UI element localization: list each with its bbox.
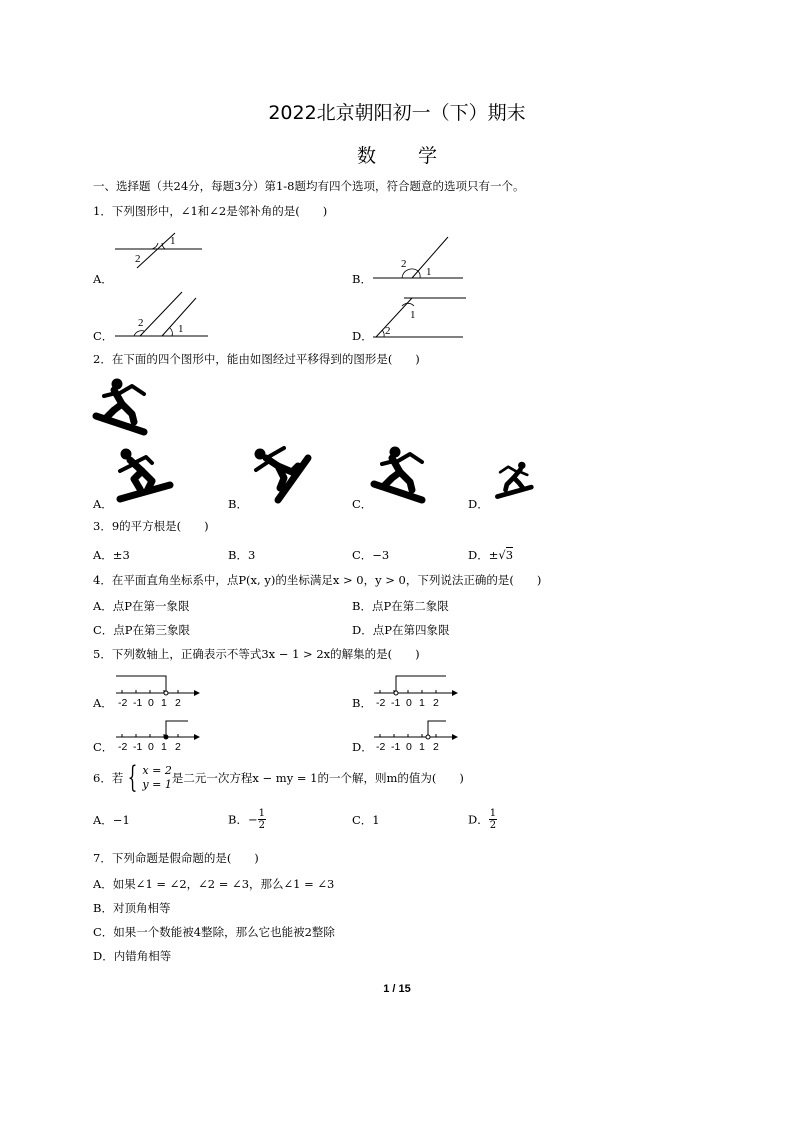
q1a-angle2: 2 bbox=[135, 253, 141, 265]
q4-option-a[interactable]: A．点P在第一象限 bbox=[93, 599, 190, 613]
q6-option-b[interactable] bbox=[228, 808, 266, 831]
q3-option-b[interactable]: B．3 bbox=[228, 548, 256, 562]
q6-option-d-den: 2 bbox=[489, 820, 497, 831]
q7-option-a[interactable]: A．如果∠1 = ∠2，∠2 = ∠3，那么∠1 = ∠3 bbox=[93, 877, 335, 891]
q1b-angle2: 2 bbox=[401, 258, 407, 270]
brace-icon: { bbox=[128, 760, 138, 795]
q3-option-a[interactable]: A．±3 bbox=[93, 548, 130, 562]
tick-a-0: -2 bbox=[118, 697, 128, 709]
q4-option-d[interactable]: D．点P在第四象限 bbox=[352, 623, 450, 637]
q6-eq1: x = 2 bbox=[142, 764, 172, 777]
q1-figure-c bbox=[110, 290, 210, 340]
q6-prefix: 6．若 bbox=[93, 771, 124, 785]
tick-a-1: -1 bbox=[133, 697, 143, 709]
q3-option-d-prefix: D．± bbox=[468, 548, 499, 562]
q6-option-d-prefix: D． bbox=[468, 812, 489, 827]
snowboarder-option-a-icon bbox=[112, 447, 174, 505]
q5-option-a-label[interactable]: A． bbox=[93, 696, 113, 710]
number-line-d bbox=[372, 716, 462, 752]
page-title: 2022北京朝阳初一（下）期末 bbox=[268, 102, 526, 124]
q1-option-b-label[interactable]: B． bbox=[352, 272, 372, 286]
number-line-c bbox=[114, 716, 204, 752]
q3-option-d-radicand: 3 bbox=[505, 548, 514, 562]
q6-option-b-fraction bbox=[258, 808, 266, 831]
q5-stem: 5．下列数轴上，正确表示不等式3x − 1 > 2x的解集的是( ) bbox=[93, 647, 420, 661]
q7-option-b[interactable]: B．对顶角相等 bbox=[93, 901, 171, 915]
q2-option-d-label[interactable]: D． bbox=[468, 497, 489, 511]
subject-title: 数 学 bbox=[356, 145, 456, 167]
q1-figure-d bbox=[368, 292, 468, 340]
q1-stem: 1．下列图形中，∠1和∠2是邻补角的是( ) bbox=[93, 204, 328, 218]
tick-b-4: 2 bbox=[433, 697, 439, 709]
snowboarder-original-icon bbox=[92, 376, 154, 438]
q2-option-b-label[interactable]: B． bbox=[228, 497, 248, 511]
q1d-angle2: 2 bbox=[385, 325, 391, 337]
q5-option-b-label[interactable]: B． bbox=[352, 696, 372, 710]
snowboarder-option-b-icon bbox=[248, 444, 314, 506]
tick-d-1: -1 bbox=[391, 741, 401, 753]
page-number: 1 / 15 bbox=[383, 983, 411, 995]
q7-stem: 7．下列命题是假命题的是( ) bbox=[93, 851, 259, 865]
tick-c-4: 2 bbox=[175, 741, 181, 753]
q1-option-a-label[interactable]: A． bbox=[93, 272, 113, 286]
q6-option-b-num: 1 bbox=[258, 808, 265, 819]
tick-c-0: -2 bbox=[118, 741, 128, 753]
q6-option-c[interactable]: C．1 bbox=[352, 813, 380, 827]
q6-option-d[interactable] bbox=[468, 808, 497, 831]
q1b-angle1: 1 bbox=[426, 266, 432, 278]
q1-option-d-label[interactable]: D． bbox=[352, 329, 373, 343]
tick-a-2: 0 bbox=[148, 697, 154, 709]
snowboarder-option-d-icon bbox=[492, 460, 534, 502]
q4-option-c[interactable]: C．点P在第三象限 bbox=[93, 623, 191, 637]
q6-option-a[interactable]: A．−1 bbox=[93, 813, 130, 827]
tick-c-3: 1 bbox=[161, 741, 167, 753]
tick-a-4: 2 bbox=[175, 697, 181, 709]
q1-figure-a bbox=[110, 230, 210, 270]
q1-option-c-label[interactable]: C． bbox=[93, 329, 114, 343]
q6-system bbox=[142, 764, 171, 792]
q2-option-c-label[interactable]: C． bbox=[352, 497, 373, 511]
q7-option-d[interactable]: D．内错角相等 bbox=[93, 949, 172, 963]
q3-stem: 3．9的平方根是( ) bbox=[93, 519, 209, 533]
tick-c-2: 0 bbox=[148, 741, 154, 753]
q6-stem bbox=[93, 760, 464, 795]
number-line-b bbox=[372, 672, 462, 708]
number-line-a bbox=[114, 672, 204, 708]
q1-figure-b bbox=[368, 233, 468, 281]
tick-d-0: -2 bbox=[376, 741, 386, 753]
q7-option-c[interactable]: C．如果一个数能被4整除，那么它也能被2整除 bbox=[93, 925, 335, 939]
q6-option-b-prefix: B．− bbox=[228, 812, 258, 827]
q2-option-a-label[interactable]: A． bbox=[93, 497, 113, 511]
q1c-angle1: 1 bbox=[178, 323, 184, 335]
section-intro: 一、选择题（共24分，每题3分）第1-8题均有四个选项，符合题意的选项只有一个。 bbox=[93, 179, 525, 193]
q1d-angle1: 1 bbox=[410, 309, 416, 321]
q1a-angle1: 1 bbox=[170, 235, 176, 247]
tick-d-2: 0 bbox=[406, 741, 412, 753]
tick-d-4: 2 bbox=[433, 741, 439, 753]
tick-b-3: 1 bbox=[419, 697, 425, 709]
tick-b-1: -1 bbox=[391, 697, 401, 709]
q6-suffix: 是二元一次方程x − my = 1的一个解，则m的值为( ) bbox=[171, 771, 464, 785]
q4-option-b[interactable]: B．点P在第二象限 bbox=[352, 599, 449, 613]
q6-eq2: y = 1 bbox=[142, 778, 172, 791]
tick-d-3: 1 bbox=[419, 741, 425, 753]
q3-option-d[interactable] bbox=[468, 547, 513, 563]
q6-option-d-fraction bbox=[489, 808, 497, 831]
q1c-angle2: 2 bbox=[138, 317, 144, 329]
tick-c-1: -1 bbox=[133, 741, 143, 753]
q4-stem: 4．在平面直角坐标系中，点P(x, y)的坐标满足x > 0，y > 0，下列说法正确的是( ) bbox=[93, 573, 542, 587]
tick-b-2: 0 bbox=[406, 697, 412, 709]
q3-option-c[interactable]: C．−3 bbox=[352, 548, 390, 562]
sqrt-sign-icon: √ bbox=[498, 548, 506, 562]
q5-option-c-label[interactable]: C． bbox=[93, 740, 114, 754]
q5-option-d-label[interactable]: D． bbox=[352, 740, 373, 754]
q6-option-b-den: 2 bbox=[258, 820, 265, 831]
tick-b-0: -2 bbox=[376, 697, 386, 709]
q6-option-d-num: 1 bbox=[489, 808, 497, 819]
snowboarder-option-c-icon bbox=[370, 444, 432, 506]
tick-a-3: 1 bbox=[161, 697, 167, 709]
q2-stem: 2．在下面的四个图形中，能由如图经过平移得到的图形是( ) bbox=[93, 352, 420, 366]
